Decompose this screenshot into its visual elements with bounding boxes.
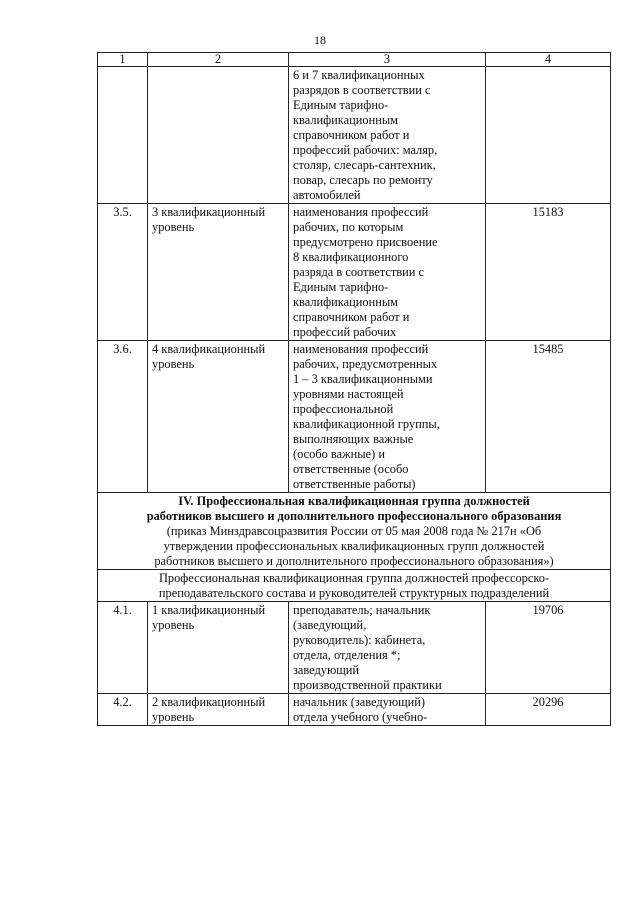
row-number: 3.6.: [98, 341, 148, 493]
section-subtitle: (приказ Минздравсоцразвития России от 05 мая 2008 года № 217н «Об утверждении профессиональных квалификационных групп должностей работников высшего и дополнительного профессионального образования»): [154, 524, 554, 568]
table-row: [98, 341, 611, 493]
salary-value: 19706: [486, 602, 611, 694]
section-iv-heading: [98, 493, 611, 570]
salary-value: 20296: [486, 694, 611, 726]
table-row: [98, 204, 611, 341]
row-number: 3.5.: [98, 204, 148, 341]
column-number-4: 4: [486, 53, 611, 67]
qualification-level: 3 квалификационный уровень: [148, 204, 289, 341]
column-number-2: 2: [148, 53, 289, 67]
profession-description: начальник (заведующий) отдела учебного (учебно-: [289, 694, 486, 726]
table-header-row: [98, 53, 611, 67]
profession-description: преподаватель; начальник (заведующий, руководитель): кабинета, отдела, отделения *; заведующий производственной практики: [289, 602, 486, 694]
table-row: [98, 694, 611, 726]
section-title: IV. Профессиональная квалификационная группа должностей работников высшего и дополнительного профессионального образования: [146, 494, 562, 523]
table-row: [98, 67, 611, 204]
salary-value: 15183: [486, 204, 611, 341]
qualification-level: 4 квалификационный уровень: [148, 341, 289, 493]
profession-description: наименования профессий рабочих, по которым предусмотрено присвоение 8 квалификационного разряда в соответствии с Единым тарифно- квалификационным справочником работ и профессий рабочих: [289, 204, 486, 341]
row-number: [98, 67, 148, 204]
row-number: 4.1.: [98, 602, 148, 694]
profession-description: 6 и 7 квалификационных разрядов в соответствии с Единым тарифно- квалификационным справочником работ и профессий рабочих: маляр, столяр, слесарь-сантехник, повар, слесарь по ремонту автомобилей: [289, 67, 486, 204]
qualification-level: 1 квалификационный уровень: [148, 602, 289, 694]
subgroup-heading: Профессиональная квалификационная группа должностей профессорско- преподавательского состава и руководителей структурных подразделений: [98, 570, 611, 602]
page-number: 18: [314, 33, 326, 47]
row-number: 4.2.: [98, 694, 148, 726]
salary-value: 15485: [486, 341, 611, 493]
salary-table: [97, 52, 611, 726]
qualification-level: 2 квалификационный уровень: [148, 694, 289, 726]
table-row: [98, 602, 611, 694]
column-number-3: 3: [289, 53, 486, 67]
qualification-level: [148, 67, 289, 204]
column-number-1: 1: [98, 53, 148, 67]
section-row: [98, 493, 611, 570]
salary-value: [486, 67, 611, 204]
subgroup-row: [98, 570, 611, 602]
profession-description: наименования профессий рабочих, предусмотренных 1 – 3 квалификационными уровнями настоящей профессиональной квалификационной группы, выполняющих важные (особо важные) и ответственные (особо ответственные работы): [289, 341, 486, 493]
